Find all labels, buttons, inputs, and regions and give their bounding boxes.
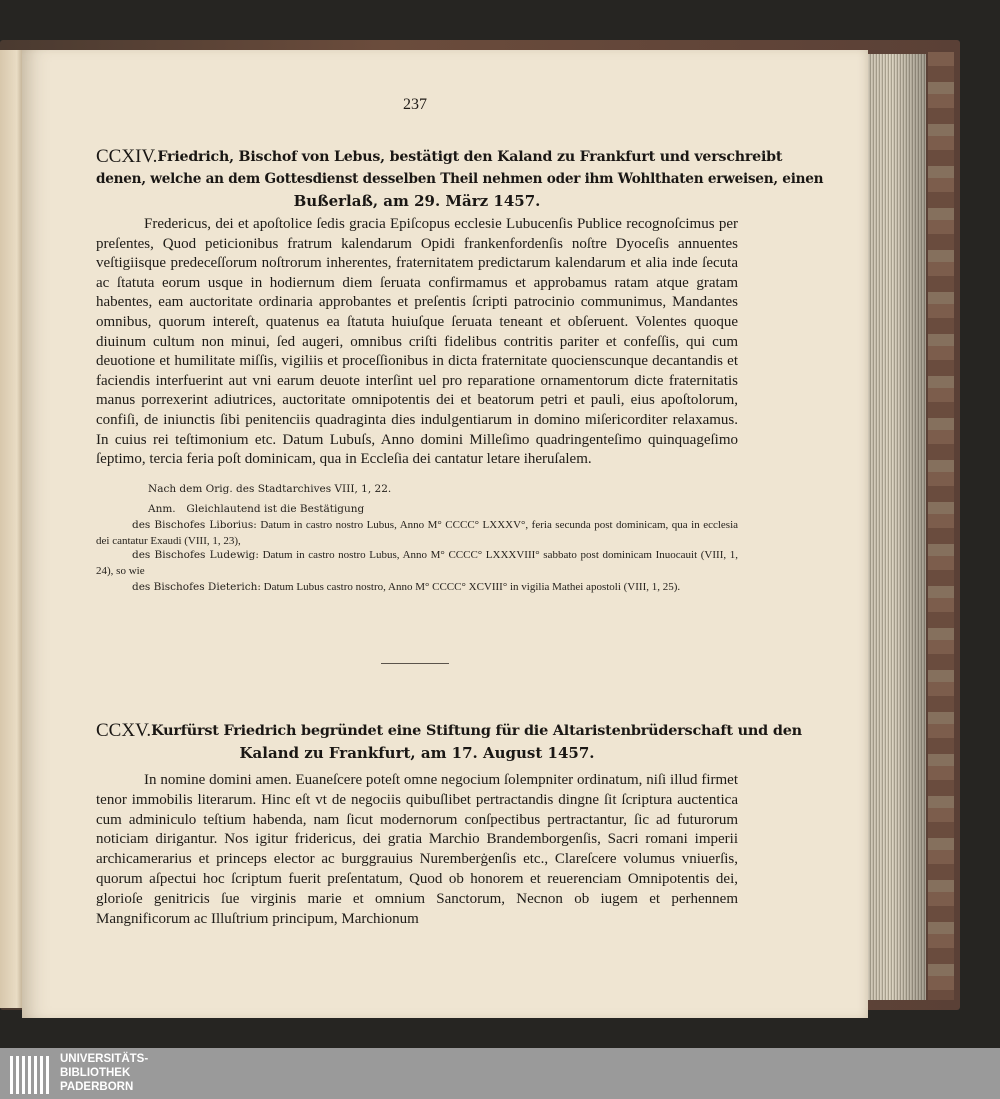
entry-ccxiv-title-line3: Bußerlaß, am 29. März 1457. [293,192,541,210]
note-ludewig-text: Datum in castro nostro Lubus, Anno M° CCCC° LXXXVIII° sabbato post dominicam Inuocauit (VIII, 1, 24), so wie [96,549,738,577]
entry-ccxv-number: CCXV. [96,720,152,741]
note-liborius-label: des Bischofes Liborius: [132,519,257,531]
note-liborius-text: Datum in castro nostro Lubus, Anno M° CCCC° LXXXV°, feria secunda post dominicam, qua in ecclesia dei cantatur Exaudi (VIII, 1, 23), [96,519,739,547]
note-ludewig [96,548,738,579]
note-dieterich-text: Datum Lubus castro nostro, Anno M° CCCC° XCVIII° in vigilia Mathei apostoli (VIII, 1, 25). [263,581,681,593]
entry-ccxv-heading [96,720,802,764]
library-logo-icon [10,1056,52,1094]
library-logo-text [60,1052,148,1094]
note-dieterich [96,580,738,596]
note-ludewig-label: des Bischofes Ludewig: [132,549,259,561]
left-page-edge [0,50,24,1008]
page-number: 237 [403,96,427,113]
note-liborius [96,518,738,549]
entry-ccxiv-title-line2: denen, welche an dem Gottesdienst desselben Theil nehmen oder ihm Wohlthaten erweisen, einen [96,171,824,187]
source-note-text: Nach dem Orig. des Stadtarchives VIII, 1, 22. [148,483,392,495]
library-name-line1: UNIVERSITÄTS- [60,1053,149,1065]
entry-ccxiv-title-line1: Friedrich, Bischof von Lebus, bestätigt den Kaland zu Frankfurt und verschreibt [157,149,783,165]
entry-ccxiv-paragraph: Fredericus, dei et apoſtolice ſedis gracia Epiſcopus ecclesie Lubucenſis Publice recognoſcimus per preſentes, Quod peticionibus fratrum kalendarum Opidi frankenfordenſis noſtre Dyoceſis annuentes veſtigiisque predeceſſorum noſtrorum inherentes, fraternitatem predictarum kalendarum et alia inde ſecuta ac ſtatuta eorum usque in hodiernum diem ſeruata confirmamus et approbamus ratam atque gratam habentes, eam auctoritate ordinaria approbantes et preſentis ſcripti patrocinio communimus, Mandantes omnibus, quorum intereſt, quatenus ea ſtatuta huiuſque ſeruata teneant et obſeruent. Volentes quoque diuinum cultum non minui, ſed augeri, omnibus criſti fidelibus contritis pariter et confeſſis, qui cum deuotione et humilitate miſſis, vigiliis et proceſſionibus in dicta fraternitate quocienscunque decantandis et faciendis interfuerint aut vni earum deuote interſint uel pro reparatione ornamentorum dicte fraternitatis manus porrexerint adiutrices, auctoritate omnipotentis dei et beatorum petri et pauli, eius apoſtolorum, confiſi, de iniunctis ſibi penitenciis quadraginta dies indulgentiarum in domino miſericorditer relaxamus. In cuius rei teſtimonium etc. Datum Lubuſs, Anno domini Milleſimo quadringenteſimo quinquageſimo ſeptimo, tercia feria poſt dominicam, qua in Eccleſia dei cantatur letare iheruſalem. [96,216,738,468]
anm-text: Gleichlautend ist die Bestätigung [186,503,365,515]
section-divider [381,663,449,664]
note-dieterich-label: des Bischofes Dieterich: [132,581,261,593]
anm-label: Anm. [148,503,176,515]
entry-ccxv-title-line2: Kaland zu Frankfurt, am 17. August 1457. [239,744,595,762]
entry-ccxv-title-line1: Kurfürst Friedrich begründet eine Stiftung für die Altaristenbrüderschaft und den [151,722,802,739]
library-name-line3: PADERBORN [60,1081,134,1093]
source-note [148,482,738,498]
annotation-line [148,502,738,518]
book-cover-edge [928,52,954,1000]
library-footer [0,1048,1000,1099]
entry-ccxv-paragraph: In nomine domini amen. Euaneſcere poteſt omne negocium ſolempniter ordinatum, niſi illud firmet tenor immobilis literarum. Hinc eſt vt de negociis quibuſlibet pertractandis dingne ſit ſcriptura auctentica cum adminiculo teſtium habenda, nam ſicut modernorum conſpectibus pertractantur, ſic ad futurorum noticiam dirigantur. Nos igitur fridericus, dei gratia Marchio Brandemborgenſis, Sacri romani imperii archicamerarius et princeps elector ac burggrauius Nuremberġenſis etc., Clareſcere volumus vniuerſis, quorum aſpectui hoc ſcriptum fuerit preſentatum, Quod ob honorem et reuerenciam Omnipotentis dei, glorioſe genitricis ſue virginis marie et omnium Sanctorum, Necnon ob iugem et perhennem Mangnificorum ac Illuſtrium principum, Marchionum [96,772,738,927]
library-name-line2: BIBLIOTHEK [60,1067,131,1079]
entry-ccxiv-number: CCXIV. [96,146,158,167]
page-stack-shadow [866,54,926,1000]
entry-ccxiv-heading [96,146,824,212]
